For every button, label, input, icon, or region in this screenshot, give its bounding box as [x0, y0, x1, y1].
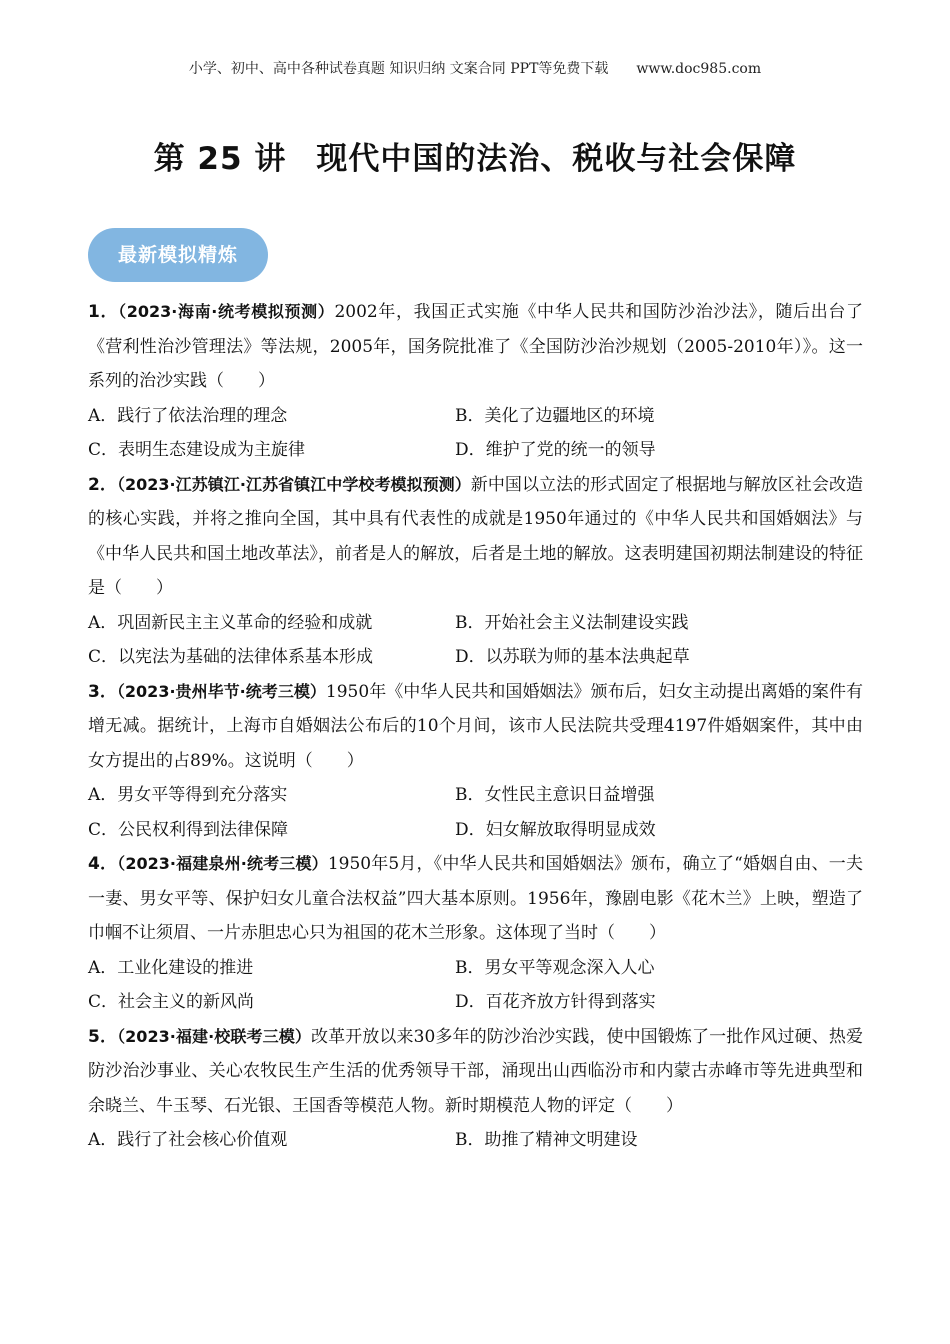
page-title	[0, 133, 950, 178]
option-a[interactable]: A．男女平等得到充分落实	[88, 785, 288, 805]
question-text: 新中国以立法的形式固定了根据地与解放区社会改造的核心实践，并将之推向全国，其中具有代表性的成就是1950年通过的《中华人民共和国婚姻法》与《中华人民共和国土地改革法》，前者是人的解放，后者是土地的解放。这表明建国初期法制建设的特征是（ ）	[88, 474, 863, 598]
option-grid	[88, 399, 863, 468]
option-d[interactable]: D．维护了党的统一的领导	[455, 440, 656, 460]
option-a[interactable]: A．工业化建设的推进	[88, 957, 254, 978]
question-number: 3．	[88, 681, 117, 702]
question-text: 改革开放以来30多年的防沙治沙实践，使中国锻炼了一批作风过硬、热爱防沙治沙事业、关心农牧民生产生活的优秀领导干部，涌现出山西临汾市和内蒙古赤峰市等先进典型和余晓兰、牛玉琴、石光银、王国香等模范人物。新时期模范人物的评定（ ）	[88, 1026, 863, 1116]
question-number: 1．	[88, 302, 119, 322]
section-badge: 最新模拟精炼	[88, 228, 268, 282]
option-c[interactable]: C．以宪法为基础的法律体系基本形成	[88, 647, 374, 667]
option-b[interactable]: B．美化了边疆地区的环境	[455, 405, 655, 426]
question-1	[88, 295, 863, 468]
question-text: 1950年5月，《中华人民共和国婚姻法》颁布，确立了“婚姻自由、一夫一妻、男女平等、保护妇女儿童合法权益”四大基本原则。1956年，豫剧电影《花木兰》上映，塑造了巾帼不让须眉、一片赤胆忠心只为祖国的花木兰形象。这体现了当时（ ）	[88, 854, 863, 943]
header-site-link[interactable]: www.doc985.com	[636, 61, 762, 77]
question-stem	[88, 1020, 863, 1124]
question-source: （2023·贵州毕节·统考三模）	[116, 681, 326, 701]
question-source: （2023·福建泉州·统考三模）	[117, 854, 328, 873]
question-source: （2023·福建·校联考三模）	[117, 1026, 311, 1046]
question-stem	[88, 675, 863, 779]
header-text: 小学、初中、高中各种试卷真题 知识归纳 文案合同 PPT等免费下载	[188, 61, 609, 77]
option-c[interactable]: C．社会主义的新风尚	[88, 992, 255, 1012]
option-grid	[88, 778, 863, 847]
question-2	[88, 468, 863, 675]
option-a[interactable]: A．践行了社会核心价值观	[88, 1130, 288, 1150]
question-3	[88, 675, 863, 848]
lecture-topic: 现代中国的法治、税收与社会保障	[316, 141, 797, 177]
page-header	[0, 58, 950, 78]
question-5	[88, 1020, 863, 1158]
question-stem	[88, 847, 863, 951]
option-c[interactable]: C．表明生态建设成为主旋律	[88, 440, 306, 460]
option-grid	[88, 951, 863, 1020]
option-b[interactable]: B．开始社会主义法制建设实践	[455, 612, 689, 633]
question-stem	[88, 468, 863, 606]
question-number: 4．	[88, 854, 118, 874]
option-b[interactable]: B．助推了精神文明建设	[455, 1130, 638, 1150]
question-number: 2．	[88, 474, 117, 495]
option-d[interactable]: D．百花齐放方针得到落实	[455, 992, 656, 1012]
question-4	[88, 847, 863, 1020]
question-source: （2023·海南·统考模拟预测）	[118, 302, 335, 321]
option-c[interactable]: C．公民权利得到法律保障	[88, 819, 289, 840]
option-b[interactable]: B．男女平等观念深入人心	[455, 957, 655, 978]
question-list	[88, 295, 863, 1158]
question-source: （2023·江苏镇江·江苏省镇江中学校考模拟预测）	[116, 474, 471, 494]
option-a[interactable]: A．巩固新民主主义革命的经验和成就	[88, 612, 373, 633]
option-grid	[88, 606, 863, 675]
question-text: 2002年，我国正式实施《中华人民共和国防沙治沙法》，随后出台了《营利性治沙管理法》等法规，2005年，国务院批准了《全国防沙治沙规划（2005-2010年）》。这一系列的治沙实践（ ）	[88, 302, 863, 391]
lecture-number: 第 25 讲	[153, 141, 287, 177]
option-grid	[88, 1123, 863, 1158]
option-d[interactable]: D．妇女解放取得明显成效	[455, 819, 656, 840]
question-number: 5．	[88, 1026, 118, 1047]
question-text: 1950年《中华人民共和国婚姻法》颁布后，妇女主动提出离婚的案件有增无减。据统计，上海市自婚姻法公布后的10个月间，该市人民法院共受理4197件婚姻案件，其中由女方提出的占89%。这说明（ ）	[88, 681, 863, 771]
option-d[interactable]: D．以苏联为师的基本法典起草	[455, 647, 690, 667]
option-a[interactable]: A．践行了依法治理的理念	[88, 405, 288, 426]
option-b[interactable]: B．女性民主意识日益增强	[455, 785, 655, 805]
question-stem	[88, 295, 863, 399]
